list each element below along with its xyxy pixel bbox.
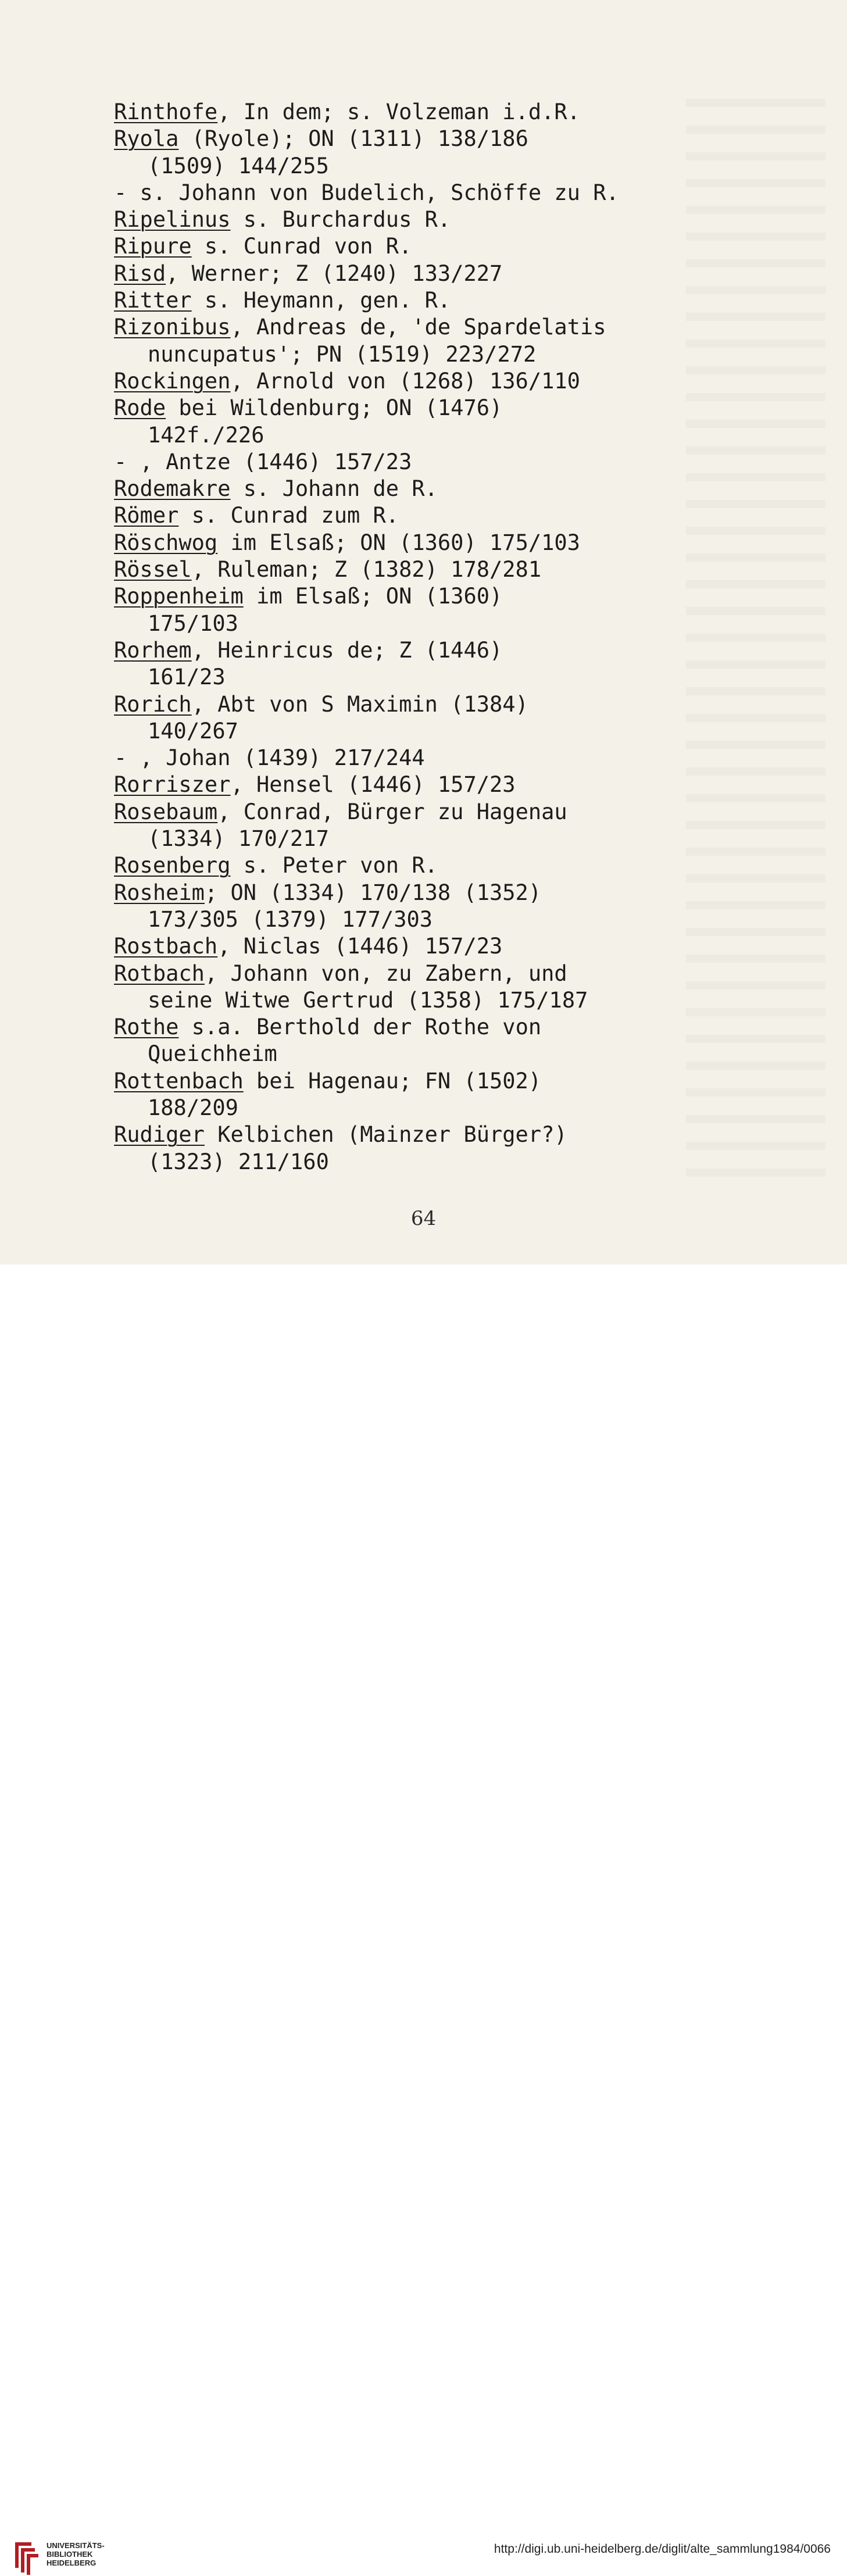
index-entry bbox=[114, 1068, 619, 1095]
index-entry bbox=[114, 530, 619, 556]
entry-text: - , Johan (1439) 217/244 bbox=[114, 745, 425, 771]
viewer-footer bbox=[0, 1264, 847, 2567]
entry-text: Kelbichen (Mainzer Bürger?) bbox=[204, 1122, 567, 1148]
entry-text: s. Heymann, gen. R. bbox=[191, 288, 451, 313]
entry-continuation: (1323) 211/160 bbox=[148, 1149, 329, 1174]
index-entry bbox=[114, 368, 619, 395]
index-entry bbox=[114, 960, 619, 987]
entry-text: , Conrad, Bürger zu Hagenau bbox=[217, 799, 567, 824]
index-entry bbox=[114, 880, 619, 906]
entry-headword: Roppenheim bbox=[114, 584, 244, 609]
entry-headword: Rotbach bbox=[114, 960, 205, 986]
entry-continuation: 173/305 (1379) 177/303 bbox=[148, 906, 433, 932]
entry-text: , Arnold von (1268) 136/110 bbox=[230, 368, 580, 394]
entry-text: - , Antze (1446) 157/23 bbox=[114, 449, 412, 474]
index-entries bbox=[114, 99, 619, 1176]
entry-text: s. Cunrad von R. bbox=[191, 234, 412, 259]
entry-headword: Rorich bbox=[114, 691, 192, 717]
index-entry bbox=[114, 99, 619, 126]
entry-text: , Andreas de, 'de Spardelatis bbox=[230, 315, 606, 340]
index-entry bbox=[114, 476, 619, 502]
index-entry bbox=[114, 180, 619, 206]
index-entry bbox=[114, 314, 619, 341]
entry-headword: Risd bbox=[114, 260, 166, 286]
entry-headword: Rosenberg bbox=[114, 853, 231, 878]
entry-text: s. Burchardus R. bbox=[230, 207, 451, 233]
index-entry bbox=[114, 502, 619, 529]
index-entry bbox=[114, 126, 619, 152]
entry-continuation: (1334) 170/217 bbox=[148, 826, 329, 852]
index-entry bbox=[114, 583, 619, 610]
index-entry bbox=[114, 745, 619, 771]
entry-headword: Rodemakre bbox=[114, 476, 231, 502]
library-line: HEIDELBERG bbox=[47, 2559, 97, 2567]
entry-text: s. Johann de R. bbox=[230, 476, 438, 502]
entry-text: s. Cunrad zum R. bbox=[178, 503, 399, 528]
entry-text: s. Peter von R. bbox=[230, 853, 438, 878]
index-entry bbox=[114, 637, 619, 664]
index-entry bbox=[114, 206, 619, 233]
entry-text: , Abt von S Maximin (1384) bbox=[191, 691, 528, 717]
scanned-page bbox=[0, 0, 847, 1264]
entry-text: bei Wildenburg; ON (1476) bbox=[166, 395, 503, 421]
entry-continuation: nuncupatus'; PN (1519) 223/272 bbox=[148, 341, 537, 367]
index-entry bbox=[114, 395, 619, 421]
entry-headword: Rorriszer bbox=[114, 772, 231, 798]
library-line: BIBLIOTHEK bbox=[47, 2550, 93, 2559]
entry-text: - s. Johann von Budelich, Schöffe zu R. bbox=[114, 180, 619, 205]
entry-headword: Rode bbox=[114, 395, 166, 421]
index-entry bbox=[114, 852, 619, 879]
entry-text: bei Hagenau; FN (1502) bbox=[243, 1068, 542, 1094]
entry-text: , Heinricus de; Z (1446) bbox=[191, 637, 503, 663]
entry-continuation: Queichheim bbox=[148, 1041, 277, 1067]
entry-text: im Elsaß; ON (1360) bbox=[243, 584, 503, 609]
index-entry bbox=[114, 287, 619, 314]
entry-text: , In dem; s. Volzeman i.d.R. bbox=[217, 99, 580, 124]
entry-headword: Röschwog bbox=[114, 530, 218, 555]
entry-headword: Rockingen bbox=[114, 368, 231, 394]
entry-headword: Rottenbach bbox=[114, 1068, 244, 1094]
entry-continuation: 188/209 bbox=[148, 1095, 238, 1120]
bleed-through-text bbox=[686, 99, 825, 1192]
entry-text: im Elsaß; ON (1360) 175/103 bbox=[217, 530, 580, 555]
entry-headword: Römer bbox=[114, 503, 179, 528]
library-line: UNIVERSITÄTS- bbox=[47, 2541, 105, 2550]
source-url-link[interactable]: http://digi.ub.uni-heidelberg.de/diglit/alte_sammlung1984/0066 bbox=[494, 2542, 831, 2556]
index-entry bbox=[114, 260, 619, 287]
entry-headword: Ryola bbox=[114, 126, 179, 152]
entry-headword: Rinthofe bbox=[114, 99, 218, 124]
index-entry bbox=[114, 799, 619, 826]
entry-text: , Niclas (1446) 157/23 bbox=[217, 934, 503, 959]
index-entry bbox=[114, 771, 619, 798]
index-entry bbox=[114, 1014, 619, 1041]
entry-text: ; ON (1334) 170/138 (1352) bbox=[204, 880, 542, 905]
index-entry bbox=[114, 933, 619, 960]
entry-headword: Rizonibus bbox=[114, 315, 231, 340]
entry-headword: Ripure bbox=[114, 234, 192, 259]
entry-headword: Rorhem bbox=[114, 637, 192, 663]
entry-continuation: 175/103 bbox=[148, 610, 238, 636]
entry-headword: Ritter bbox=[114, 288, 192, 313]
entry-text: s.a. Berthold der Rothe von bbox=[178, 1014, 542, 1040]
entry-headword: Rothe bbox=[114, 1014, 179, 1040]
entry-text: , Johann von, zu Zabern, und bbox=[204, 960, 567, 986]
index-entry bbox=[114, 449, 619, 476]
index-entry bbox=[114, 691, 619, 718]
page-number: 64 bbox=[410, 1207, 437, 1230]
library-logo-icon bbox=[12, 2538, 42, 2576]
index-entry bbox=[114, 556, 619, 583]
entry-headword: Rosebaum bbox=[114, 799, 218, 824]
library-name bbox=[47, 2541, 105, 2567]
entry-headword: Rostbach bbox=[114, 934, 218, 959]
entry-continuation: 140/267 bbox=[148, 718, 238, 744]
entry-headword: Rudiger bbox=[114, 1122, 205, 1148]
entry-continuation: (1509) 144/255 bbox=[148, 153, 329, 178]
entry-text: (Ryole); ON (1311) 138/186 bbox=[178, 126, 528, 152]
entry-headword: Ripelinus bbox=[114, 207, 231, 233]
entry-text: , Ruleman; Z (1382) 178/281 bbox=[191, 557, 542, 583]
entry-text: , Hensel (1446) 157/23 bbox=[230, 772, 516, 798]
entry-headword: Rosheim bbox=[114, 880, 205, 905]
entry-continuation: 161/23 bbox=[148, 664, 226, 690]
entry-continuation: 142f./226 bbox=[148, 422, 265, 448]
index-entry bbox=[114, 233, 619, 260]
entry-headword: Rössel bbox=[114, 557, 192, 583]
entry-continuation: seine Witwe Gertrud (1358) 175/187 bbox=[148, 987, 588, 1013]
index-entry bbox=[114, 1121, 619, 1148]
entry-text: , Werner; Z (1240) 133/227 bbox=[166, 260, 503, 286]
